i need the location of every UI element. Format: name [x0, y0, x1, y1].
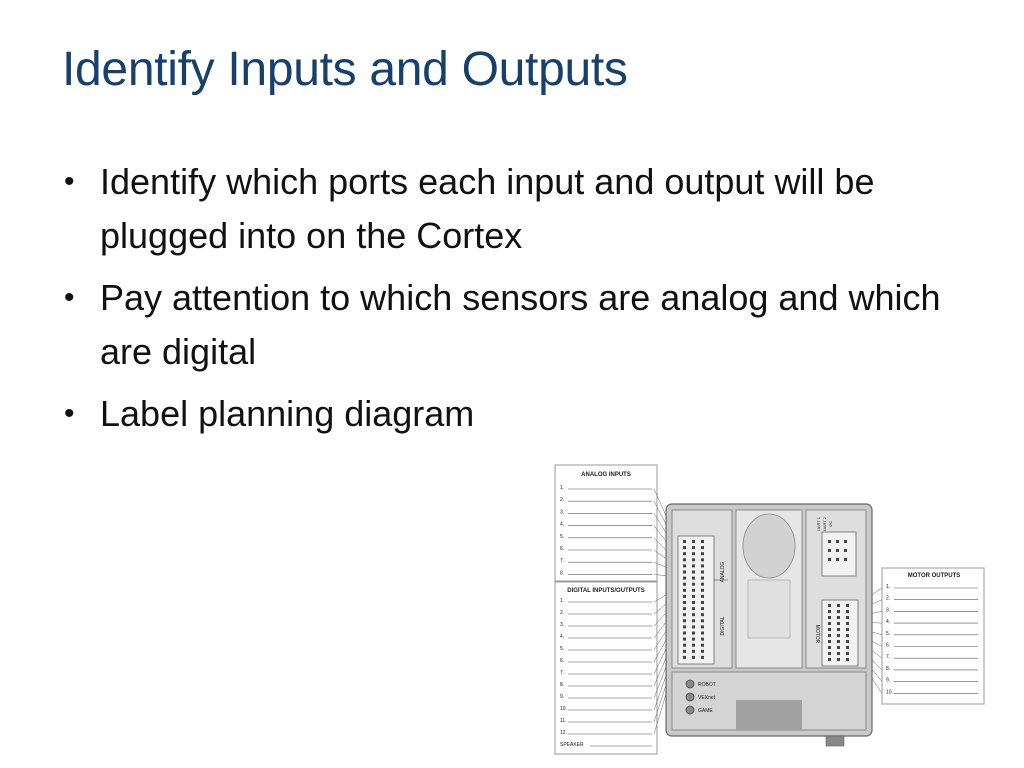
motor-port-label: MOTOR — [814, 624, 820, 644]
bullet-item — [60, 271, 960, 379]
bullet-dot-icon: • — [64, 281, 75, 314]
sensor-pin — [692, 546, 695, 549]
sensor-pin — [701, 613, 704, 616]
cortex-lower-dark — [736, 700, 802, 730]
sensor-pin — [692, 632, 695, 635]
sensor-pin — [701, 619, 704, 622]
sensor-pin — [683, 540, 686, 543]
sensor-pin — [692, 583, 695, 586]
analog-line-label: 1. — [560, 485, 565, 491]
motor-pin — [828, 616, 831, 619]
motor-line-label: 2. — [886, 595, 891, 602]
bullet-text: Label planning diagram — [100, 393, 475, 434]
status-led-icon — [686, 680, 694, 688]
motor-pin — [846, 610, 849, 613]
status-led-label: GAME — [698, 708, 713, 714]
analog-line-label: 3. — [560, 509, 565, 516]
motor-pin — [846, 634, 849, 637]
status-led-label: VEXnet — [698, 695, 715, 701]
motor-line-label: 3. — [886, 607, 891, 614]
motor-line-label: 10. — [886, 689, 893, 696]
motor-pin — [846, 646, 849, 649]
sensor-pin — [701, 638, 704, 641]
motor-pin — [846, 622, 849, 625]
sensor-pin — [683, 552, 686, 555]
motor-line-label: 8. — [886, 665, 891, 672]
digital-line-label: 10. — [560, 706, 567, 712]
sensor-pin — [683, 564, 686, 567]
sensor-pin — [701, 571, 704, 574]
motor-line-label: 4. — [886, 619, 891, 626]
sensor-pin — [692, 571, 695, 574]
cortex-antenna-dome — [743, 514, 795, 578]
digital-line-label: 4. — [560, 634, 565, 640]
sensor-pin — [701, 540, 704, 543]
motor-line-label: 7. — [886, 654, 891, 661]
sensor-pin — [692, 540, 695, 543]
sensor-pin — [683, 613, 686, 616]
sensor-pin — [692, 595, 695, 598]
sensor-pin — [683, 589, 686, 592]
analog-line-label: 6. — [560, 546, 565, 552]
analog-line-label: 8. — [560, 570, 565, 577]
sensor-pin — [683, 577, 686, 580]
sensor-pin — [692, 552, 695, 555]
sensor-pin — [683, 571, 686, 574]
motor-pin — [837, 646, 840, 649]
motor-pin — [837, 622, 840, 625]
i2c-label: I2C — [828, 520, 833, 528]
motor-pin — [837, 616, 840, 619]
sensor-pin — [683, 650, 686, 653]
slide-title: Identify Inputs and Outputs — [62, 43, 628, 96]
uart-pin — [828, 558, 831, 561]
sensor-pin — [701, 595, 704, 598]
sensor-pin — [683, 619, 686, 622]
status-led-icon — [686, 706, 694, 714]
bullet-list — [60, 155, 960, 449]
uart-port — [822, 532, 856, 576]
motor-pin — [837, 658, 840, 661]
sensor-pin — [701, 577, 704, 580]
sensor-pin — [701, 650, 704, 653]
analog-line-label: 5. — [560, 533, 565, 540]
analog-port-label: ANALOG — [720, 561, 726, 583]
sensor-pin — [692, 650, 695, 653]
sensor-pin — [692, 589, 695, 592]
digital-line-label: 9. — [560, 694, 565, 700]
sensor-pin — [692, 577, 695, 580]
status-led-label: ROBOT — [698, 682, 716, 688]
sensor-pin — [701, 644, 704, 647]
sensor-pin — [701, 552, 704, 555]
digital-line-label: 6. — [560, 658, 565, 664]
analog-line-label: 2. — [560, 497, 565, 504]
motor-pin — [837, 640, 840, 643]
sensor-pin — [701, 656, 704, 659]
sensor-pin — [692, 638, 695, 641]
digital-io-panel — [555, 582, 657, 754]
sensor-pin — [683, 607, 686, 610]
sensor-pin — [683, 632, 686, 635]
digital-io-title: DIGITAL INPUTS/OUTPUTS — [567, 588, 645, 594]
analog-inputs-title: ANALOG INPUTS — [581, 472, 631, 478]
sensor-pin — [683, 644, 686, 647]
motor-pin — [837, 628, 840, 631]
bullet-text: Identify which ports each input and output will be plugged into on the Cortex — [100, 161, 875, 256]
sensor-pin — [701, 589, 704, 592]
motor-pin — [837, 610, 840, 613]
digital-line-label: 5. — [560, 646, 565, 652]
uart-pin — [828, 540, 831, 543]
bullet-item — [60, 155, 960, 263]
speaker-label: SPEAKER — [560, 742, 584, 748]
digital-line-label: 8. — [560, 682, 565, 688]
bullet-dot-icon: • — [64, 165, 75, 198]
cortex-planning-diagram — [554, 464, 988, 764]
analog-inputs-panel — [555, 465, 657, 581]
uart-pin — [828, 549, 831, 552]
motor-outputs-title: MOTOR OUTPUTS — [907, 573, 961, 579]
sensor-pin — [692, 625, 695, 628]
motor-pin — [828, 646, 831, 649]
digital-line-label: 7. — [560, 670, 565, 676]
sensor-pin — [701, 546, 704, 549]
bullet-text: Pay attention to which sensors are analog and which are digital — [100, 277, 941, 372]
motor-line-label: 5. — [886, 630, 891, 637]
sensor-pin — [683, 595, 686, 598]
sensor-pin — [683, 625, 686, 628]
sensor-pin — [692, 644, 695, 647]
sensor-pin — [683, 638, 686, 641]
analog-line-label: 7. — [560, 558, 565, 565]
cortex-diagram-svg — [554, 464, 988, 759]
sensor-pin — [683, 546, 686, 549]
sensor-pin — [701, 564, 704, 567]
analog-line-label: 4. — [560, 521, 565, 528]
cortex-center-slot — [748, 580, 790, 638]
motor-pin — [828, 622, 831, 625]
digital-line-label: 12. — [560, 730, 567, 736]
uart-pin — [836, 558, 839, 561]
sensor-pin — [692, 601, 695, 604]
digital-line-label: 2. — [560, 610, 565, 616]
cortex-connector-bottom — [826, 736, 844, 746]
motor-pin — [846, 616, 849, 619]
bullet-dot-icon: • — [64, 397, 75, 430]
motor-line-label: 6. — [886, 642, 891, 649]
digital-line-label: 1. — [560, 598, 565, 604]
uart-pin — [844, 549, 847, 552]
motor-pin — [837, 634, 840, 637]
motor-pin — [846, 652, 849, 655]
motor-pin — [837, 652, 840, 655]
digital-line-label: 11. — [560, 718, 567, 724]
sensor-pin — [692, 564, 695, 567]
sensor-pin — [683, 656, 686, 659]
motor-pin — [846, 640, 849, 643]
sensor-pin — [701, 583, 704, 586]
digital-port-label: DIGITAL — [720, 616, 726, 636]
status-led-icon — [686, 693, 694, 701]
digital-line-label: 3. — [560, 622, 565, 628]
motor-pin — [828, 628, 831, 631]
motor-outputs-panel — [882, 568, 984, 704]
motor-pin — [846, 658, 849, 661]
motor-pin — [828, 652, 831, 655]
sensor-pin — [701, 625, 704, 628]
motor-pin — [846, 628, 849, 631]
uart-pin — [836, 540, 839, 543]
uart-pin — [836, 549, 839, 552]
sensor-pin — [692, 607, 695, 610]
motor-pin — [828, 610, 831, 613]
sensor-pin — [701, 607, 704, 610]
sensor-pin — [683, 558, 686, 561]
uart1-label: UART 1 — [816, 516, 821, 532]
uart-pin — [844, 558, 847, 561]
motor-pin — [837, 604, 840, 607]
motor-line-label: 9. — [886, 677, 891, 684]
sensor-pin — [692, 656, 695, 659]
motor-line-label: 1. — [886, 584, 891, 590]
sensor-pin — [701, 632, 704, 635]
sensor-pin — [683, 601, 686, 604]
sensor-pin — [701, 558, 704, 561]
sensor-pin — [692, 619, 695, 622]
sensor-pin — [683, 583, 686, 586]
motor-pin — [828, 640, 831, 643]
motor-pin — [828, 634, 831, 637]
uart2-label: UART 2 — [822, 516, 827, 532]
motor-pin — [828, 658, 831, 661]
motor-port-strip — [822, 600, 858, 666]
uart-pin — [844, 540, 847, 543]
sensor-pin — [692, 613, 695, 616]
sensor-pin — [692, 558, 695, 561]
motor-pin — [846, 604, 849, 607]
motor-pin — [828, 604, 831, 607]
bullet-item — [60, 387, 960, 441]
sensor-pin — [701, 601, 704, 604]
